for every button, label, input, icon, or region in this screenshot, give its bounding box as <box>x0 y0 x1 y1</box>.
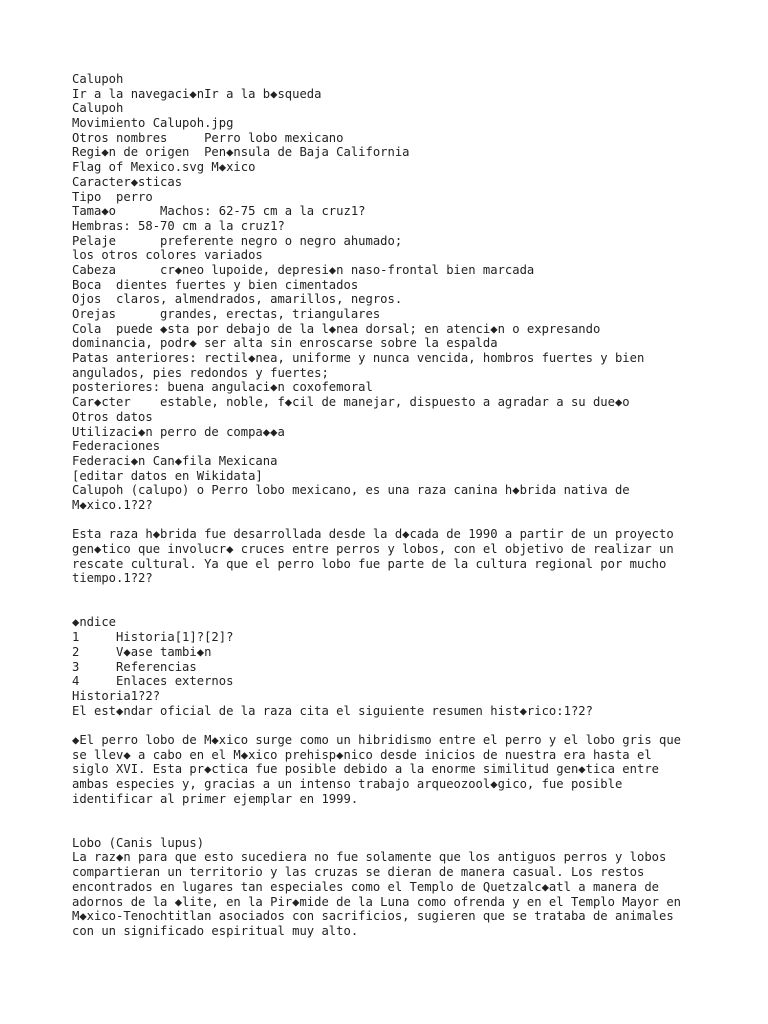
text-line: Orejas grandes, erectas, triangulares <box>72 307 381 321</box>
text-line: Esta raza h◆brida fue desarrollada desde la d◆cada de 1990 a partir de un proyecto <box>72 527 674 542</box>
text-line: los otros colores variados <box>72 248 263 263</box>
text-line: Patas anteriores: rectil◆nea, uniforme y nunca vencida, hombros fuertes y bien <box>72 351 645 366</box>
text-line: con un significado espiritual muy alto. <box>72 923 359 938</box>
text-line: Ojos claros, almendrados, amarillos, negros. <box>72 292 403 307</box>
text-line: compartieran un territorio y las cruzas se dieran de manera casual. Los restos <box>72 865 645 880</box>
text-line: Calupoh (calupo) o Perro lobo mexicano, es una raza canina h◆brida nativa de <box>72 483 630 498</box>
text-line: angulados, pies redondos y fuertes; <box>72 365 329 380</box>
text-line: Federaci◆n Can◆fila Mexicana <box>72 453 278 468</box>
text-line: se llev◆ a cabo en el M◆xico prehisp◆nico desde inicios de nuestra era hasta el <box>72 747 652 762</box>
text-line: gen◆tico que involucr◆ cruces entre perros y lobos, con el objetivo de realizar un <box>72 542 674 556</box>
text-line: Otros nombres Perro lobo mexicano <box>72 130 344 145</box>
text-line: Movimiento Calupoh.jpg <box>72 116 234 131</box>
document-body <box>72 72 752 939</box>
text-line: Pelaje preferente negro o negro ahumado; <box>72 233 403 248</box>
text-line: Boca dientes fuertes y bien cimentados <box>72 277 359 292</box>
text-line: Cola puede ◆sta por debajo de la l◆nea dorsal; en atenci◆n o expresando <box>72 321 601 336</box>
text-line: Ir a la navegaci◆nIr a la b◆squeda <box>72 86 322 101</box>
text-line: dominancia, podr◆ ser alta sin enroscarse sobre la espalda <box>72 336 498 351</box>
text-line: Otros datos <box>72 409 153 424</box>
text-line: 2 V◆ase tambi◆n <box>72 644 212 659</box>
text-line: tiempo.1?2? <box>72 571 153 586</box>
text-line <box>72 718 752 733</box>
text-line: Historia1?2? <box>72 688 161 703</box>
text-line: Cabeza cr◆neo lupoide, depresi◆n naso-frontal bien marcada <box>72 262 535 277</box>
text-line <box>72 586 752 601</box>
text-line: El est◆ndar oficial de la raza cita el siguiente resumen hist◆rico:1?2? <box>72 703 593 718</box>
text-line: Tama◆o Machos: 62-75 cm a la cruz1? <box>72 204 366 219</box>
text-line: Calupoh <box>72 72 124 86</box>
text-line <box>72 806 752 821</box>
text-line: [editar datos en Wikidata] <box>72 468 263 483</box>
text-line: Regi◆n de origen Pen◆nsula de Baja California <box>72 145 410 160</box>
text-line: Tipo perro <box>72 189 153 204</box>
text-line: ◆ndice <box>72 615 117 630</box>
text-line: identificar al primer ejemplar en 1999. <box>72 791 359 806</box>
text-line: Federaciones <box>72 439 161 454</box>
text-line: ◆El perro lobo de M◆xico surge como un hibridismo entre el perro y el lobo gris que <box>72 732 682 747</box>
text-line: Calupoh <box>72 101 124 116</box>
text-line: 3 Referencias <box>72 659 197 674</box>
text-line: adornos de la ◆lite, en la Pir◆mide de la Luna como ofrenda y en el Templo Mayor en <box>72 894 682 909</box>
text-line: Utilizaci◆n perro de compa◆◆a <box>72 424 285 439</box>
text-line: M◆xico-Tenochtitlan asociados con sacrificios, sugieren que se trataba de animales <box>72 909 674 924</box>
text-line: Flag of Mexico.svg M◆xico <box>72 160 256 175</box>
text-line <box>72 821 752 836</box>
text-line: posteriores: buena angulaci◆n coxofemoral <box>72 380 373 395</box>
text-line: Car◆cter estable, noble, f◆cil de manejar, dispuesto a agradar a su due◆o <box>72 395 630 410</box>
text-line: encontrados en lugares tan especiales como el Templo de Quetzalc◆atl a manera de <box>72 879 659 894</box>
text-line: M◆xico.1?2? <box>72 497 153 512</box>
text-line <box>72 601 752 616</box>
text-line: ambas especies y, gracias a un intenso trabajo arqueozool◆gico, fue posible <box>72 777 623 791</box>
text-line: Lobo (Canis lupus) <box>72 835 205 850</box>
text-line: 1 Historia[1]?[2]? <box>72 630 234 645</box>
text-line: La raz◆n para que esto sucediera no fue solamente que los antiguos perros y lobos <box>72 850 667 865</box>
text-line: rescate cultural. Ya que el perro lobo fue parte de la cultura regional por mucho <box>72 556 667 571</box>
text-line: siglo XVI. Esta pr◆ctica fue posible debido a la enorme similitud gen◆tica entre <box>72 762 659 777</box>
text-line <box>72 513 752 528</box>
text-line: Caracter◆sticas <box>72 174 183 189</box>
text-line: Hembras: 58-70 cm a la cruz1? <box>72 218 285 233</box>
text-line: 4 Enlaces externos <box>72 674 234 689</box>
